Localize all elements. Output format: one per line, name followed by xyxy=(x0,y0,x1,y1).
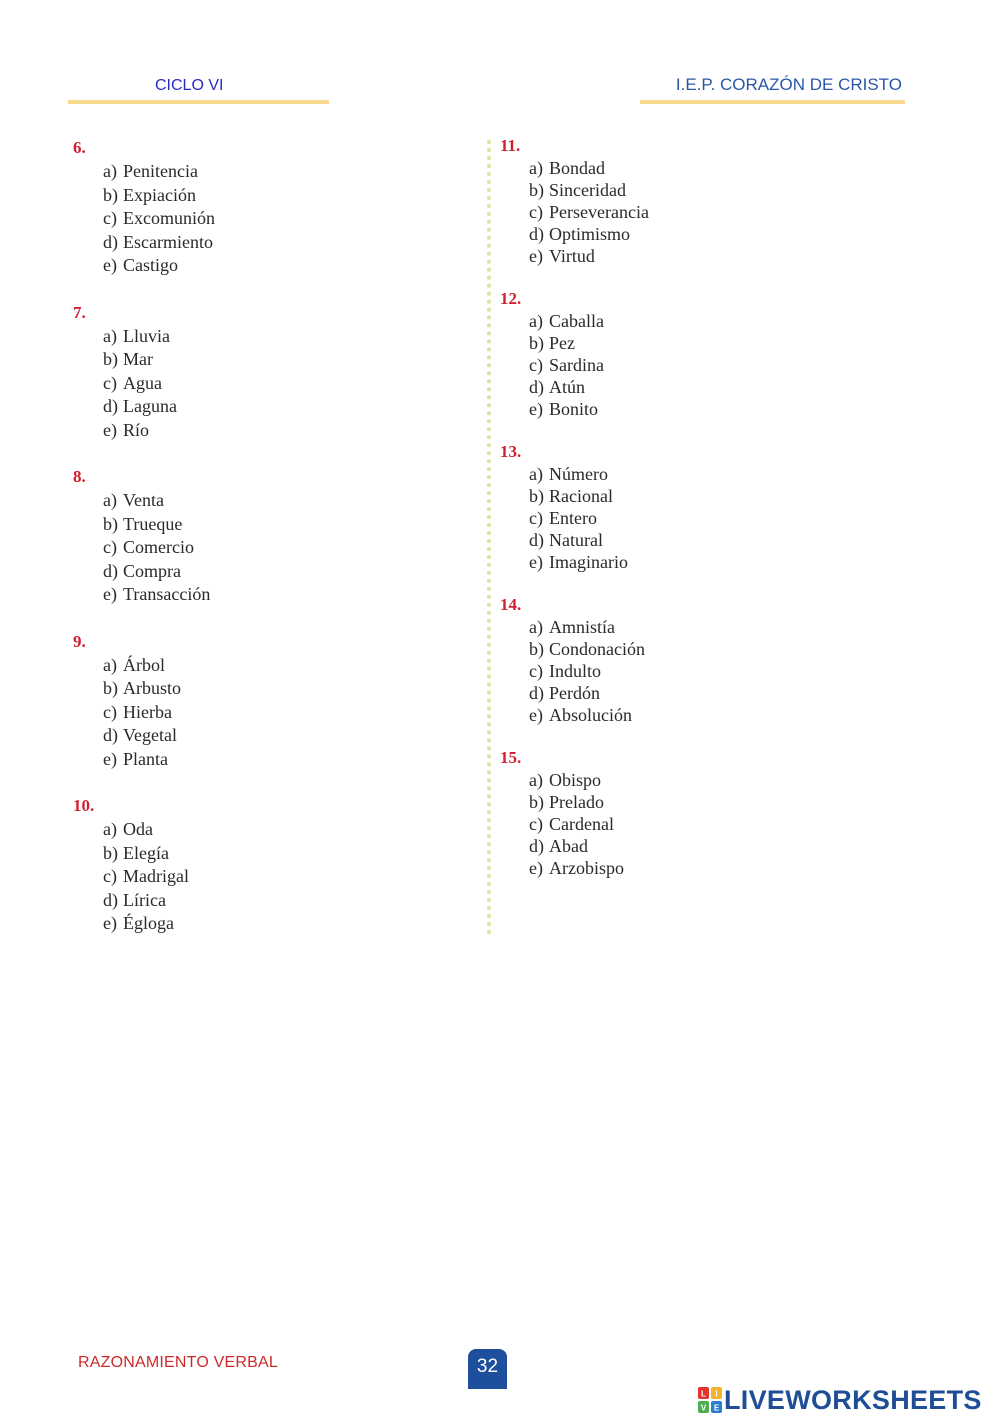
option-letter: d) xyxy=(529,530,544,550)
option-text: Venta xyxy=(123,490,164,510)
answer-option[interactable] xyxy=(529,551,649,573)
option-letter: b) xyxy=(103,842,118,863)
question-number: 6. xyxy=(73,138,86,157)
option-text: Castigo xyxy=(123,255,179,275)
answer-option[interactable] xyxy=(529,791,649,813)
answer-option[interactable] xyxy=(103,489,215,513)
answer-option[interactable] xyxy=(103,231,215,255)
option-letter: d) xyxy=(529,377,544,397)
option-text: Abad xyxy=(549,836,588,856)
answer-option[interactable] xyxy=(529,332,649,354)
option-letter: c) xyxy=(103,372,117,393)
option-text: Amnistía xyxy=(549,617,615,637)
answer-option[interactable] xyxy=(103,701,215,725)
option-text: Río xyxy=(123,419,150,440)
question-block xyxy=(73,136,215,278)
option-text: Madrigal xyxy=(123,866,189,886)
option-text: Excomunión xyxy=(123,208,215,228)
option-letter: d) xyxy=(103,725,118,745)
option-letter: b) xyxy=(529,486,544,506)
option-letter: b) xyxy=(529,333,544,353)
answer-option[interactable] xyxy=(529,660,649,682)
answer-option[interactable] xyxy=(529,704,649,726)
option-letter: d) xyxy=(529,224,544,244)
question-number: 8. xyxy=(73,467,86,486)
answer-option[interactable] xyxy=(529,638,649,660)
option-text: Laguna xyxy=(123,396,177,416)
answer-option[interactable] xyxy=(529,157,649,179)
answer-option[interactable] xyxy=(103,818,215,842)
answer-option[interactable] xyxy=(103,724,215,748)
option-text: Entero xyxy=(549,508,597,528)
option-text: Hierba xyxy=(123,701,172,722)
column-divider xyxy=(487,140,491,935)
answer-option[interactable] xyxy=(103,160,215,184)
answer-option[interactable] xyxy=(103,560,215,584)
option-letter: e) xyxy=(103,913,117,933)
option-text: Sinceridad xyxy=(549,180,626,200)
answer-option[interactable] xyxy=(103,912,215,936)
answer-option[interactable] xyxy=(103,348,215,372)
answer-option[interactable] xyxy=(103,536,215,560)
question-block xyxy=(73,465,215,607)
option-letter: e) xyxy=(529,858,543,878)
option-letter: a) xyxy=(103,325,117,346)
answer-option[interactable] xyxy=(103,865,215,889)
option-letter: c) xyxy=(103,537,117,557)
answer-option[interactable] xyxy=(529,354,649,376)
option-text: Lluvia xyxy=(123,325,170,346)
option-text: Transacción xyxy=(123,584,211,604)
svg-text:E: E xyxy=(713,1403,720,1413)
page-number-badge: 32 xyxy=(468,1349,507,1389)
option-text: Indulto xyxy=(549,661,601,681)
option-letter: d) xyxy=(529,683,544,703)
option-text: Cardenal xyxy=(549,814,614,834)
question-block xyxy=(73,794,215,936)
answer-option[interactable] xyxy=(103,583,215,607)
option-text: Comercio xyxy=(123,537,194,557)
brand-name: LIVEWORKSHEETS xyxy=(724,1384,982,1415)
svg-text:V: V xyxy=(700,1403,707,1413)
option-text: Racional xyxy=(549,486,613,506)
option-letter: a) xyxy=(103,654,117,675)
option-letter: a) xyxy=(103,490,117,510)
option-text: Absolución xyxy=(549,705,632,725)
answer-option[interactable] xyxy=(529,310,649,332)
option-letter: c) xyxy=(103,701,117,722)
answer-option[interactable] xyxy=(103,889,215,913)
option-text: Sardina xyxy=(549,355,604,375)
option-text: Perdón xyxy=(549,683,600,703)
svg-text:L: L xyxy=(701,1389,706,1399)
footer-subject: RAZONAMIENTO VERBAL xyxy=(78,1354,278,1371)
option-letter: b) xyxy=(103,184,118,205)
header-school-name: I.E.P. CORAZÓN DE CRISTO xyxy=(675,75,902,94)
answer-option[interactable] xyxy=(103,325,215,349)
option-letter: c) xyxy=(529,661,543,681)
option-text: Trueque xyxy=(123,513,183,534)
option-text: Imaginario xyxy=(549,552,628,572)
answer-option[interactable] xyxy=(103,184,215,208)
question-block xyxy=(500,441,649,573)
option-text: Égloga xyxy=(123,913,174,933)
option-letter: e) xyxy=(529,705,543,725)
option-letter: e) xyxy=(103,748,117,769)
option-letter: a) xyxy=(529,311,543,331)
option-letter: c) xyxy=(529,355,543,375)
option-text: Planta xyxy=(123,748,168,769)
answer-option[interactable] xyxy=(103,372,215,396)
option-text: Arbusto xyxy=(123,678,181,698)
option-text: Atún xyxy=(549,377,585,397)
option-text: Árbol xyxy=(123,654,165,675)
option-letter: c) xyxy=(103,866,117,886)
question-number: 10. xyxy=(73,796,95,815)
option-letter: c) xyxy=(529,202,543,222)
option-text: Caballa xyxy=(549,311,604,331)
option-letter: e) xyxy=(529,399,543,419)
question-number: 11. xyxy=(500,136,521,155)
question-block xyxy=(500,747,649,879)
question-number: 7. xyxy=(73,302,86,322)
option-text: Lírica xyxy=(123,889,166,910)
question-number: 12. xyxy=(500,289,522,308)
answer-option[interactable] xyxy=(529,682,649,704)
option-text: Obispo xyxy=(549,770,602,790)
option-text: Expiación xyxy=(123,184,196,205)
option-letter: a) xyxy=(529,158,543,178)
option-letter: a) xyxy=(529,770,543,790)
answer-option[interactable] xyxy=(529,376,649,398)
option-letter: c) xyxy=(103,208,117,228)
option-letter: b) xyxy=(103,513,118,534)
answer-option[interactable] xyxy=(529,463,649,485)
answer-option[interactable] xyxy=(103,395,215,419)
answer-option[interactable] xyxy=(529,857,649,879)
option-letter: c) xyxy=(529,508,543,528)
option-text: Optimismo xyxy=(549,224,631,244)
question-number: 15. xyxy=(500,748,522,767)
answer-option[interactable] xyxy=(103,254,215,278)
option-text: Prelado xyxy=(549,792,604,812)
liveworksheets-brand[interactable] xyxy=(698,1384,982,1416)
option-letter: a) xyxy=(529,617,543,637)
answer-option[interactable] xyxy=(103,513,215,537)
answer-option[interactable] xyxy=(529,769,649,791)
option-letter: a) xyxy=(529,464,543,484)
answer-option[interactable] xyxy=(103,419,215,443)
question-block xyxy=(500,288,649,420)
answer-option[interactable] xyxy=(529,201,649,223)
svg-text:I: I xyxy=(715,1389,718,1399)
option-text: Escarmiento xyxy=(123,231,213,252)
option-letter: e) xyxy=(103,584,117,604)
question-block xyxy=(73,630,215,772)
option-letter: c) xyxy=(529,814,543,834)
option-text: Compra xyxy=(123,560,181,581)
option-letter: a) xyxy=(103,161,117,181)
option-text: Agua xyxy=(123,372,162,393)
header-cycle-label: CICLO VI xyxy=(155,77,224,94)
option-letter: b) xyxy=(103,349,118,369)
answer-option[interactable] xyxy=(529,813,649,835)
option-letter: b) xyxy=(529,792,544,812)
option-text: Penitencia xyxy=(123,161,198,181)
answer-option[interactable] xyxy=(103,748,215,772)
answer-option[interactable] xyxy=(529,616,649,638)
answer-option[interactable] xyxy=(103,207,215,231)
answer-option[interactable] xyxy=(529,485,649,507)
option-text: Condonación xyxy=(549,639,645,659)
option-letter: e) xyxy=(103,255,117,275)
option-letter: d) xyxy=(529,836,544,856)
question-number: 14. xyxy=(500,595,522,614)
option-text: Natural xyxy=(549,530,603,550)
answer-option[interactable] xyxy=(529,398,649,420)
answer-option[interactable] xyxy=(529,245,649,267)
option-letter: d) xyxy=(103,889,118,910)
header-rule-left xyxy=(68,100,329,104)
question-number: 13. xyxy=(500,442,522,461)
option-letter: d) xyxy=(103,396,118,416)
option-text: Número xyxy=(549,464,608,484)
answer-option[interactable] xyxy=(103,654,215,678)
option-letter: d) xyxy=(103,231,118,252)
option-text: Virtud xyxy=(549,246,595,266)
option-text: Arzobispo xyxy=(549,858,624,878)
option-text: Vegetal xyxy=(123,725,177,745)
option-letter: b) xyxy=(103,678,118,698)
answer-option[interactable] xyxy=(529,179,649,201)
option-letter: b) xyxy=(529,180,544,200)
option-text: Elegía xyxy=(123,842,169,863)
question-number: 9. xyxy=(73,631,86,651)
answer-option[interactable] xyxy=(103,677,215,701)
question-block xyxy=(500,135,649,267)
option-text: Mar xyxy=(123,349,153,369)
answer-option[interactable] xyxy=(529,223,649,245)
answer-option[interactable] xyxy=(529,529,649,551)
questions-column-right xyxy=(500,135,649,900)
option-text: Perseverancia xyxy=(549,202,649,222)
option-text: Bondad xyxy=(549,158,605,178)
option-text: Pez xyxy=(549,333,575,353)
option-letter: b) xyxy=(529,639,544,659)
option-letter: d) xyxy=(103,560,118,581)
answer-option[interactable] xyxy=(529,507,649,529)
liveworksheets-logo-icon xyxy=(698,1387,722,1413)
answer-option[interactable] xyxy=(103,842,215,866)
option-text: Bonito xyxy=(549,399,599,419)
option-letter: e) xyxy=(103,419,117,440)
option-text: Oda xyxy=(123,819,153,839)
option-letter: a) xyxy=(103,819,117,839)
answer-option[interactable] xyxy=(529,835,649,857)
option-letter: e) xyxy=(529,246,543,266)
option-letter: e) xyxy=(529,552,543,572)
question-block xyxy=(500,594,649,726)
question-block xyxy=(73,301,215,443)
questions-column-left xyxy=(73,136,215,959)
header-rule-right xyxy=(640,100,905,104)
